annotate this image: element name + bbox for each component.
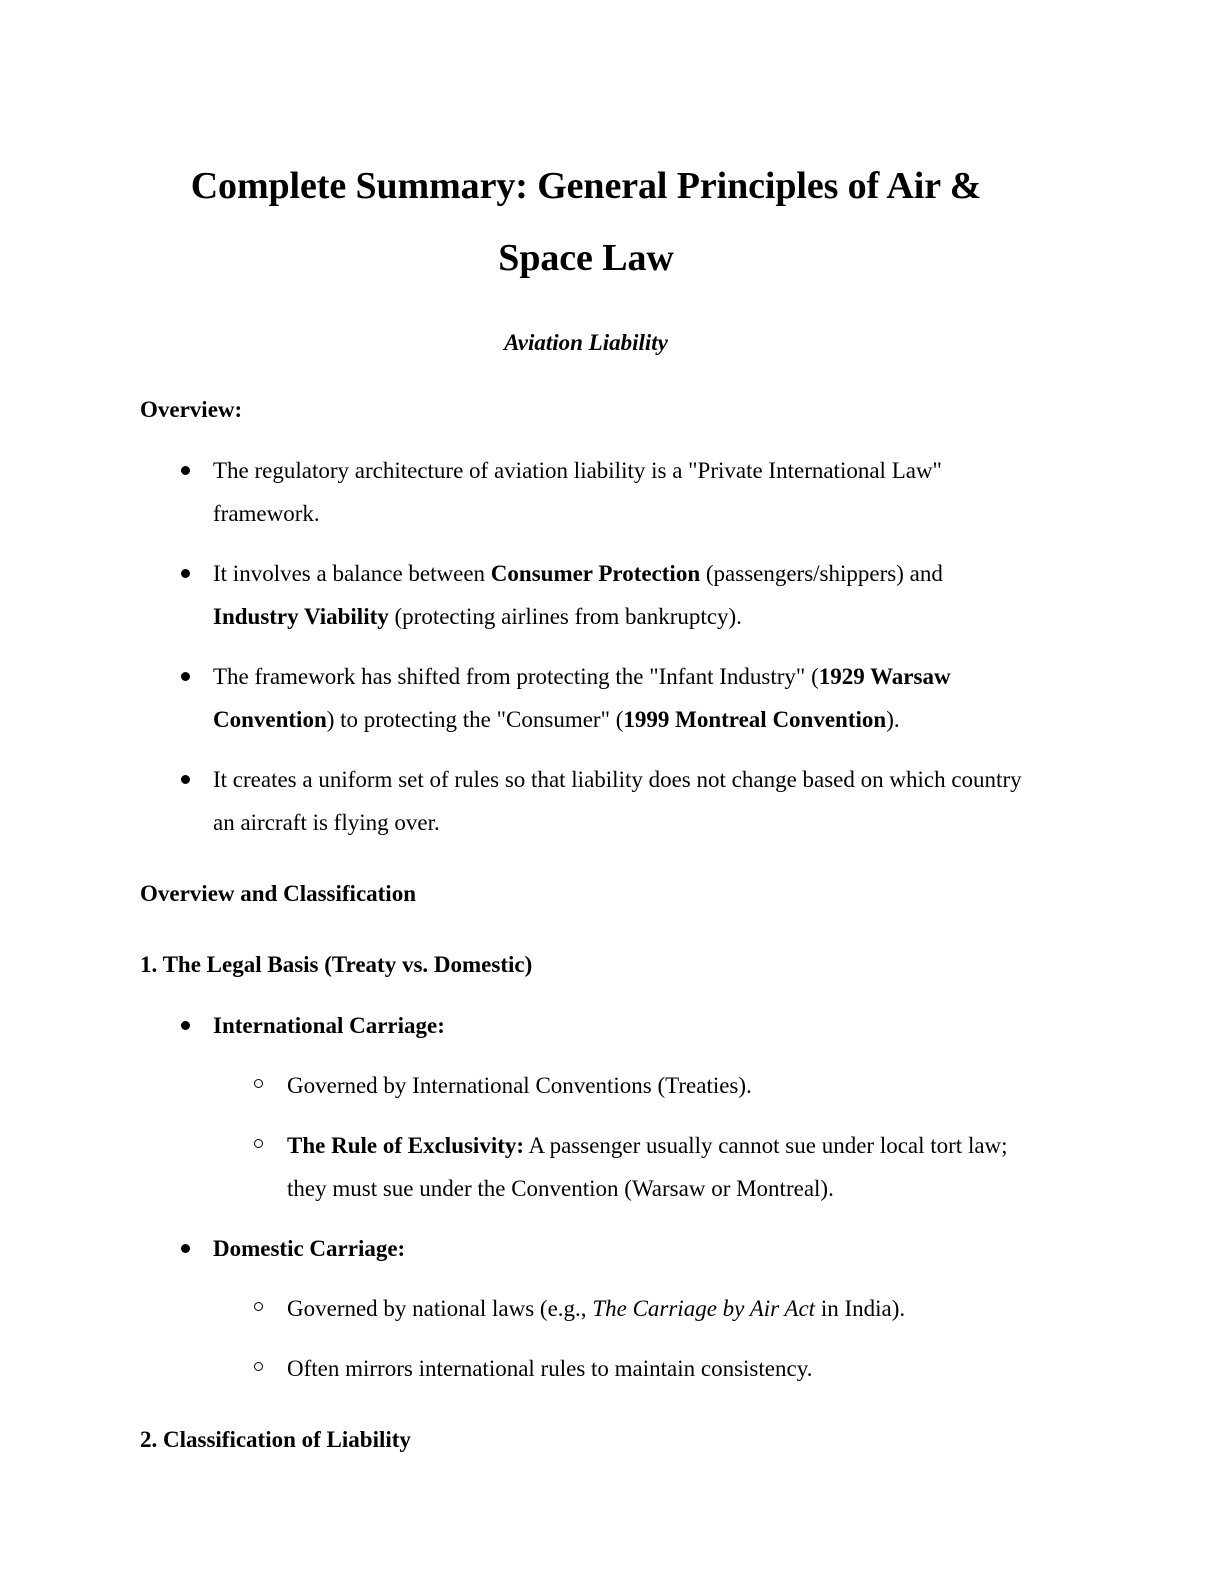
sub-list-item-text <box>287 1133 1008 1201</box>
sub-list-item-text <box>287 1296 905 1321</box>
text-run: in India). <box>815 1296 906 1321</box>
list-item-text <box>213 458 942 526</box>
hollow-bullet-icon <box>254 1362 263 1371</box>
text-run: It creates a uniform set of rules so that liability does not change based on which country an aircraft is flying over. <box>213 767 1022 835</box>
text-run: (passengers/shippers) and <box>700 561 943 586</box>
sub-list <box>213 1064 1032 1210</box>
emphasis-bold: 1929 Warsaw Convention <box>213 664 951 732</box>
text-run: The framework has shifted from protecting the "Infant Industry" ( <box>213 664 819 689</box>
list-item <box>140 655 1032 741</box>
emphasis-italic: The Carriage by Air Act <box>592 1296 816 1321</box>
bullet-icon <box>181 1244 190 1253</box>
text-run: It involves a balance between <box>213 561 491 586</box>
text-run: The regulatory architecture of aviation liability is a "Private International Law" framework. <box>213 458 942 526</box>
text-run: Governed by national laws (e.g., <box>287 1296 593 1321</box>
text-run: ). <box>886 707 900 732</box>
text-run: Often mirrors international rules to maintain consistency. <box>287 1356 813 1381</box>
bullet-icon <box>181 466 190 475</box>
sub-list-item <box>213 1064 1032 1107</box>
bullet-icon <box>181 1021 190 1030</box>
sub-list-item <box>213 1287 1032 1330</box>
bullet-icon <box>181 672 190 681</box>
list-item-text <box>213 767 1022 835</box>
list-item-text <box>213 664 951 732</box>
list-item <box>140 1227 1032 1390</box>
sub-list <box>213 1287 1032 1390</box>
list-item <box>140 552 1032 638</box>
list-item <box>140 449 1032 535</box>
list-item <box>140 758 1032 844</box>
list-item-text <box>213 561 943 629</box>
hollow-bullet-icon <box>254 1302 263 1311</box>
legal-basis-list <box>140 1004 1032 1390</box>
document-subtitle: Aviation Liability <box>504 330 668 355</box>
sub-list-item <box>213 1347 1032 1390</box>
section-heading-overview: Overview: <box>140 397 243 422</box>
emphasis-bold: 1999 Montreal Convention <box>623 707 887 732</box>
sub-list-item-text <box>287 1073 752 1098</box>
bullet-icon <box>181 569 190 578</box>
hollow-bullet-icon <box>254 1139 263 1148</box>
page-title: Complete Summary: General Principles of Air & Space Law <box>190 165 982 279</box>
section-heading-classification-of-liability: 2. Classification of Liability <box>140 1427 411 1452</box>
hollow-bullet-icon <box>254 1079 263 1088</box>
emphasis-bold: Consumer Protection <box>490 561 701 586</box>
emphasis-bold: The Rule of Exclusivity: <box>287 1133 525 1158</box>
section-heading-overview-and-classification: Overview and Classification <box>140 881 416 906</box>
bullet-icon <box>181 775 190 784</box>
section-heading-legal-basis: 1. The Legal Basis (Treaty vs. Domestic) <box>140 952 533 977</box>
list-item-label: Domestic Carriage: <box>213 1236 406 1261</box>
list-item-label: International Carriage: <box>213 1013 445 1038</box>
list-item <box>140 1004 1032 1210</box>
sub-list-item-text <box>287 1356 812 1381</box>
sub-list-item <box>213 1124 1032 1210</box>
text-run: (protecting airlines from bankruptcy). <box>388 604 742 629</box>
text-run: A passenger usually cannot sue under local tort law; they must sue under the Convention (Warsaw or Montreal). <box>287 1133 1008 1201</box>
text-run: ) to protecting the "Consumer" ( <box>326 707 624 732</box>
overview-bullet-list <box>140 449 1032 844</box>
emphasis-bold: Industry Viability <box>213 604 389 629</box>
text-run: Governed by International Conventions (Treaties). <box>287 1073 752 1098</box>
